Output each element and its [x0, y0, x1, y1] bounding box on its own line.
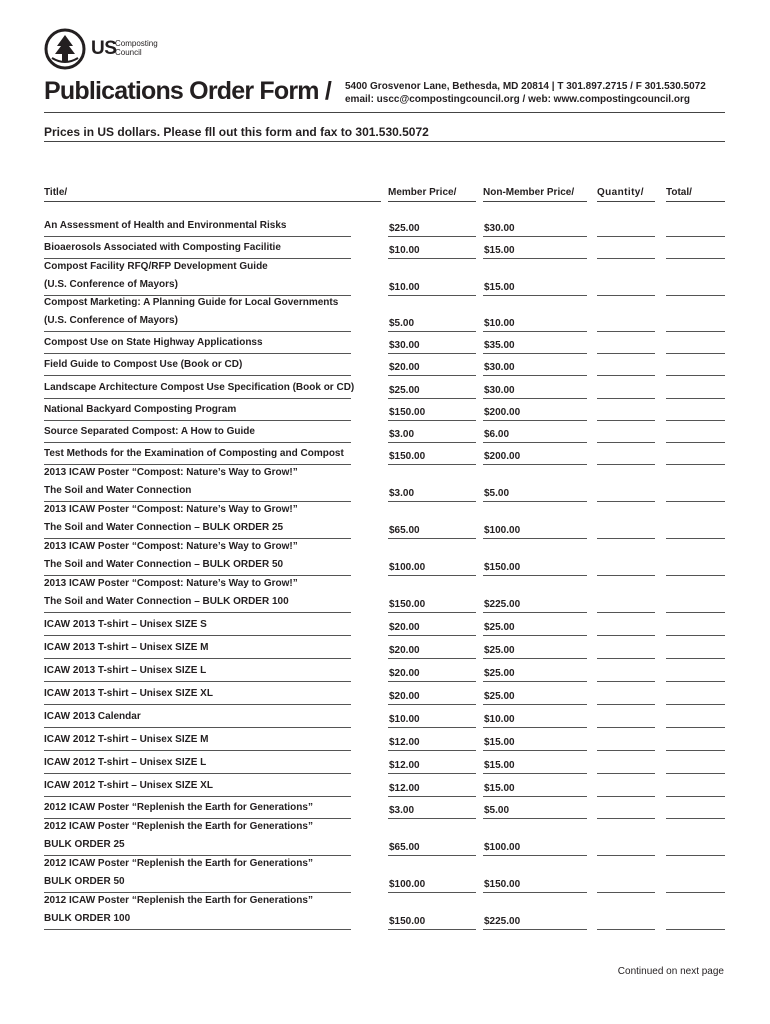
member-price: $150.00	[389, 451, 426, 462]
member-price: $65.00	[389, 525, 420, 536]
item-title-line: 2013 ICAW Poster “Compost: Nature’s Way to Grow!”	[44, 578, 298, 589]
nonmember-price: $5.00	[484, 488, 510, 499]
item-title-line: ICAW 2012 T-shirt – Unisex SIZE XL	[44, 779, 213, 791]
instructions-text: Prices in US dollars. Please fll out this form and fax to 301.530.5072	[44, 125, 429, 139]
nonmember-price: $6.00	[484, 429, 510, 440]
nonmember-price: $25.00	[484, 645, 515, 656]
item-title-line: National Backyard Composting Program	[44, 403, 237, 415]
member-price: $5.00	[389, 318, 415, 329]
logo-sub-line1: Composting	[115, 39, 158, 48]
item-title	[44, 754, 206, 772]
member-price: $100.00	[389, 562, 426, 573]
member-price: $30.00	[389, 340, 420, 351]
item-title	[44, 777, 213, 795]
column-header-title: Title/	[44, 187, 68, 198]
table-row	[0, 421, 770, 445]
uscc-logo	[44, 28, 158, 68]
table-row	[0, 890, 770, 931]
table-row	[0, 399, 770, 423]
member-price: $20.00	[389, 691, 420, 702]
item-title-line: ICAW 2013 T-shirt – Unisex SIZE L	[44, 664, 207, 676]
header-underline-quantity	[597, 201, 655, 202]
item-title-line: Source Separated Compost: A How to Guide	[44, 425, 255, 437]
nonmember-price: $10.00	[484, 714, 515, 725]
member-price-underline	[388, 929, 476, 930]
table-row	[0, 332, 770, 356]
table-row	[0, 256, 770, 297]
table-row	[0, 536, 770, 577]
member-price: $12.00	[389, 760, 420, 771]
member-price: $25.00	[389, 385, 420, 396]
item-title-line: An Assessment of Health and Environmental Risks	[44, 219, 287, 231]
item-title	[44, 662, 206, 680]
item-title	[44, 799, 313, 817]
nonmember-price: $25.00	[484, 691, 515, 702]
logo-us-text: US	[91, 38, 117, 59]
item-title	[44, 258, 268, 293]
item-title-line: Compost Marketing: A Planning Guide for Local Governments	[44, 297, 339, 308]
member-price: $100.00	[389, 879, 426, 890]
table-row	[0, 354, 770, 378]
title-underline	[44, 929, 351, 930]
nonmember-price: $35.00	[484, 340, 515, 351]
table-row	[0, 377, 770, 401]
nonmember-price: $225.00	[484, 916, 521, 927]
nonmember-price: $25.00	[484, 622, 515, 633]
item-title-line: Field Guide to Compost Use (Book or CD)	[44, 358, 243, 370]
item-title	[44, 818, 313, 853]
member-price: $10.00	[389, 282, 420, 293]
item-title	[44, 356, 242, 374]
logo-sub-line2: Council	[115, 47, 142, 57]
item-title-line: 2012 ICAW Poster “Replenish the Earth for Generations”	[44, 821, 313, 832]
address-line: 5400 Grosvenor Lane, Bethesda, MD 20814 | T 301.897.2715 / F 301.530.5072	[345, 81, 706, 92]
item-title-line: The Soil and Water Connection – BULK ORDER 50	[44, 558, 284, 570]
header-underline-nonmember	[483, 201, 587, 202]
logo-subtext	[115, 40, 158, 57]
item-title-line: The Soil and Water Connection – BULK ORDER 100	[44, 595, 289, 607]
nonmember-price: $150.00	[484, 562, 521, 573]
tree-logo-icon	[44, 28, 86, 70]
item-title	[44, 379, 354, 397]
member-price: $20.00	[389, 362, 420, 373]
nonmember-price: $200.00	[484, 407, 521, 418]
member-price: $3.00	[389, 488, 415, 499]
item-title-line: BULK ORDER 50	[44, 875, 125, 887]
table-row	[0, 853, 770, 894]
table-row	[0, 775, 770, 799]
header-underline-title	[44, 201, 381, 202]
item-title-line: 2012 ICAW Poster “Replenish the Earth for Generations”	[44, 895, 313, 906]
table-row	[0, 462, 770, 503]
nonmember-price: $15.00	[484, 737, 515, 748]
column-header-quantity: Quantity/	[597, 187, 644, 198]
header-underline-member	[388, 201, 476, 202]
table-row	[0, 752, 770, 776]
item-title	[44, 464, 298, 499]
nonmember-price: $100.00	[484, 525, 521, 536]
column-header-nonmember-price: Non-Member Price/	[483, 187, 575, 198]
item-title	[44, 731, 209, 749]
item-title	[44, 685, 213, 703]
header-underline-total	[666, 201, 725, 202]
quantity-field[interactable]	[597, 929, 655, 930]
total-field[interactable]	[666, 929, 725, 930]
item-title	[44, 423, 255, 441]
item-title-line: 2012 ICAW Poster “Replenish the Earth for Generations”	[44, 858, 313, 869]
table-row	[0, 573, 770, 614]
item-title	[44, 334, 263, 352]
table-row	[0, 706, 770, 730]
item-title-line: ICAW 2013 T-shirt – Unisex SIZE M	[44, 641, 209, 653]
item-title	[44, 294, 338, 329]
nonmember-price: $15.00	[484, 282, 515, 293]
item-title-line: ICAW 2013 T-shirt – Unisex SIZE XL	[44, 687, 213, 699]
item-title	[44, 855, 313, 890]
item-title	[44, 401, 236, 419]
nonmember-price: $200.00	[484, 451, 521, 462]
item-title-line: 2013 ICAW Poster “Compost: Nature’s Way to Grow!”	[44, 541, 298, 552]
nonmember-price: $30.00	[484, 362, 515, 373]
item-title-line: Test Methods for the Examination of Composting and Compost	[44, 447, 344, 459]
table-row	[0, 683, 770, 707]
nonmember-price-underline	[483, 929, 587, 930]
item-title-line: Compost Use on State Highway Applicationss	[44, 336, 263, 348]
item-title-line: 2012 ICAW Poster “Replenish the Earth for Generations”	[44, 801, 313, 813]
item-title	[44, 217, 286, 235]
item-title-line: The Soil and Water Connection	[44, 484, 192, 496]
table-row	[0, 215, 770, 239]
page-title: Publications Order Form /	[44, 77, 331, 105]
table-row	[0, 292, 770, 333]
item-title-line: ICAW 2013 T-shirt – Unisex SIZE S	[44, 618, 207, 630]
nonmember-price: $25.00	[484, 668, 515, 679]
table-row	[0, 637, 770, 661]
item-title	[44, 892, 313, 927]
item-title-line: BULK ORDER 25	[44, 838, 125, 850]
item-title	[44, 575, 298, 610]
member-price: $25.00	[389, 223, 420, 234]
item-title	[44, 639, 209, 657]
member-price: $10.00	[389, 714, 420, 725]
item-title-line: Landscape Architecture Compost Use Specification (Book or CD)	[44, 381, 355, 393]
member-price: $12.00	[389, 737, 420, 748]
member-price: $150.00	[389, 916, 426, 927]
email-web-line: email: uscc@compostingcouncil.org / web: www.compostingcouncil.org	[345, 94, 690, 105]
item-title	[44, 445, 344, 463]
item-title	[44, 239, 281, 257]
item-title-line: Compost Facility RFQ/RFP Development Guide	[44, 261, 268, 272]
item-title-line: Bioaerosols Associated with Composting Facilitie	[44, 241, 281, 253]
table-row	[0, 499, 770, 540]
item-title	[44, 616, 207, 634]
member-price: $12.00	[389, 783, 420, 794]
table-row	[0, 816, 770, 857]
member-price: $150.00	[389, 407, 426, 418]
table-row	[0, 614, 770, 638]
nonmember-price: $10.00	[484, 318, 515, 329]
item-title-line: 2013 ICAW Poster “Compost: Nature’s Way to Grow!”	[44, 504, 298, 515]
header-divider	[44, 112, 725, 113]
contact-info	[345, 80, 706, 106]
member-price: $65.00	[389, 842, 420, 853]
instructions-divider	[44, 141, 725, 142]
item-title-line: The Soil and Water Connection – BULK ORDER 25	[44, 521, 284, 533]
item-title-line: 2013 ICAW Poster “Compost: Nature’s Way to Grow!”	[44, 467, 298, 478]
member-price: $3.00	[389, 429, 415, 440]
column-header-total: Total/	[666, 187, 692, 198]
item-title	[44, 708, 141, 726]
item-title-line: ICAW 2013 Calendar	[44, 710, 141, 722]
nonmember-price: $5.00	[484, 805, 510, 816]
item-title-line: (U.S. Conference of Mayors)	[44, 314, 178, 326]
member-price: $20.00	[389, 645, 420, 656]
nonmember-price: $15.00	[484, 245, 515, 256]
table-row	[0, 660, 770, 684]
continued-note: Continued on next page	[617, 966, 724, 977]
member-price: $3.00	[389, 805, 415, 816]
item-title	[44, 538, 298, 573]
nonmember-price: $30.00	[484, 385, 515, 396]
item-title-line: (U.S. Conference of Mayors)	[44, 278, 178, 290]
item-title	[44, 501, 298, 536]
item-title-line: ICAW 2012 T-shirt – Unisex SIZE M	[44, 733, 209, 745]
member-price: $150.00	[389, 599, 426, 610]
nonmember-price: $15.00	[484, 783, 515, 794]
member-price: $20.00	[389, 668, 420, 679]
nonmember-price: $150.00	[484, 879, 521, 890]
item-title-line: BULK ORDER 100	[44, 912, 131, 924]
nonmember-price: $15.00	[484, 760, 515, 771]
nonmember-price: $30.00	[484, 223, 515, 234]
nonmember-price: $100.00	[484, 842, 521, 853]
nonmember-price: $225.00	[484, 599, 521, 610]
item-title-line: ICAW 2012 T-shirt – Unisex SIZE L	[44, 756, 207, 768]
column-header-member-price: Member Price/	[388, 187, 457, 198]
table-row	[0, 729, 770, 753]
member-price: $10.00	[389, 245, 420, 256]
member-price: $20.00	[389, 622, 420, 633]
